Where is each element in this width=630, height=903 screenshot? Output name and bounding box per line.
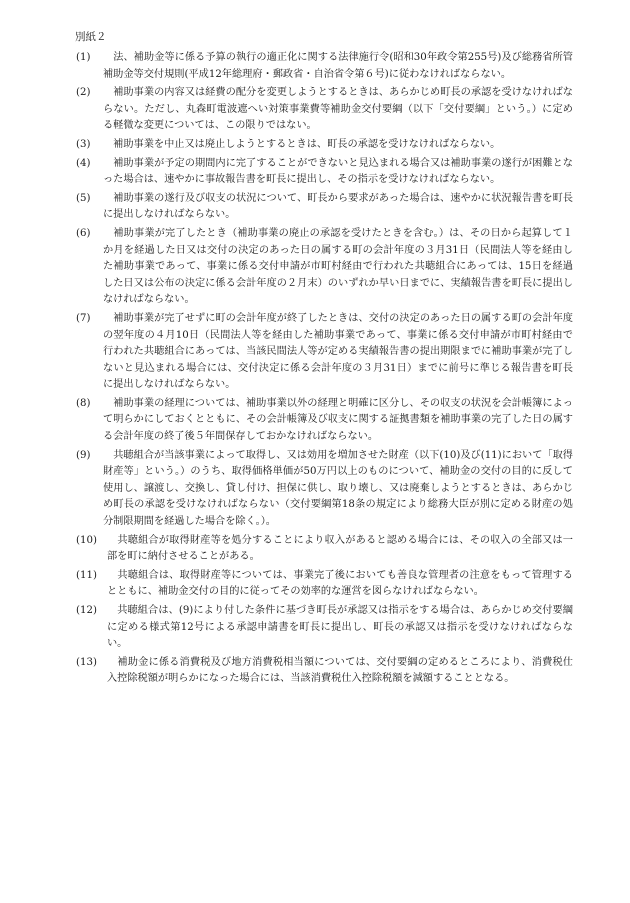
- clause-9: [76, 448, 573, 531]
- clause-number: (11): [76, 569, 97, 581]
- clause-text: 補助事業の遂行及び収支の状況について、町長から要求があった場合は、速やかに状況報告書を町長に提出しなければならない。: [103, 192, 573, 221]
- clause-text: 補助金に係る消費税及び地方消費税相当額については、交付要綱の定めるところにより、消費税仕入控除税額が明らかになった場合には、当該消費税仕入控除税額を減額することとなる。: [107, 656, 573, 685]
- clause-number: (3): [76, 138, 91, 150]
- clause-3: [76, 137, 573, 154]
- clause-12: [76, 603, 573, 653]
- clause-1: [76, 50, 573, 83]
- clause-text: 補助事業の内容又は経費の配分を変更しようとするときは、あらかじめ町長の承認を受けなければならない。ただし、丸森町電波遮へい対策事業費等補助金交付要綱（以下「交付要綱」という。）に定める軽微な変更については、この限りではない。: [103, 87, 573, 132]
- clause-text: 共聴組合は、取得財産等については、事業完了後においても善良な管理者の注意をもって管理するとともに、補助金交付の目的に従ってその効率的な運営を図らなければならない。: [107, 569, 573, 598]
- clause-number: (6): [76, 227, 91, 239]
- clause-number: (12): [76, 605, 97, 616]
- clause-text: 補助事業を中止又は廃止しようとするときは、町長の承認を受けなければならない。: [103, 138, 501, 150]
- clause-number: (10): [76, 534, 97, 546]
- clause-text: 共聴組合は、(9)により付した条件に基づき町長が承認又は指示をする場合は、あらかじめ交付要綱に定める様式第12号による承認申請書を町長に提出し、町長の承認又は指示を受けなければならない。: [107, 605, 573, 650]
- clause-number: (9): [76, 449, 91, 461]
- clause-number: (4): [76, 157, 91, 169]
- clause-10: [76, 533, 573, 566]
- clause-number: (2): [76, 87, 91, 99]
- clause-text: 補助事業が完了せずに町の会計年度が終了したときは、交付の決定のあった日の属する町の会計年度の翌年度の４月10日（民間法人等を経由した補助事業であって、事業に係る交付申請が市町村経由で行われた共聴組合にあっては、当該民間法人等が定める実績報告書の提出期限までに補助事業が完了しないと見込まれる場合には、交付決定に係る会計年度の３月31日）までに前号に準じる報告書を町長に提出しなければならない。: [103, 312, 573, 391]
- clause-number: (13): [76, 656, 97, 668]
- clause-number: (8): [76, 397, 91, 409]
- clause-number: (1): [76, 52, 91, 63]
- clause-text: 補助事業の経理については、補助事業以外の経理と明確に区分し、その収支の状況を会計帳簿によって明らかにしておくとともに、その会計帳簿及び収支に関する証拠書類を補助事業の完了した日の属する会計年度の終了後５年間保存しておかなければならない。: [103, 397, 573, 443]
- clause-text: 補助事業が予定の期間内に完了することができないと見込まれる場合又は補助事業の遂行が困難となった場合は、速やかに事故報告書を町長に提出し、その指示を受けなければならない。: [103, 157, 573, 186]
- attachment-heading: 別紙２: [75, 31, 107, 43]
- clause-11: [76, 568, 573, 601]
- clause-6: [76, 226, 573, 309]
- clause-text: 補助事業が完了したとき（補助事業の廃止の承認を受けたときを含む。）は、その日から起算して１か月を経過した日又は交付の決定のあった日の属する町の会計年度の３月31日（民間法人等を経由した補助事業であって、事業に係る交付申請が市町村経由で行われた共聴組合にあっては、15日を経過した日又は公布の決定に係る会計年度の２月末）のいずれか早い日までに、実績報告書を町長に提出しなければならない。: [103, 227, 573, 306]
- clause-7: [76, 311, 573, 394]
- clause-text: 共聴組合が取得財産等を処分することにより収入があると認める場合には、その収入の全部又は一部を町に納付させることがある。: [107, 534, 573, 563]
- clause-5: [76, 191, 573, 224]
- clause-text: 共聴組合が当該事業によって取得し、又は効用を増加させた財産（以下(10)及び(11)において「取得財産等」という。）のうち、取得価格単価が50万円以上のものについて、補助金の交付の目的に反して使用し、譲渡し、交換し、貸し付け、担保に供し、取り壊し、又は廃棄しようとするときは、あらかじめ町長の承認を受けなければならない（交付要綱第18条の規定により総務大臣が別に定める財産の処分制限期間を経過した場合を除く。）。: [103, 449, 573, 528]
- clause-8: [76, 396, 573, 446]
- clause-text: 法、補助金等に係る予算の執行の適正化に関する法律施行令(昭和30年政令第255号)及び総務省所管補助金等交付規則(平成12年総理府・郵政省・自治省令第６号)に従わなければならない。: [103, 52, 573, 80]
- clause-list: [76, 50, 573, 690]
- clause-number: (7): [76, 312, 91, 324]
- clause-2: [76, 85, 573, 135]
- clause-4: [76, 156, 573, 189]
- clause-13: [76, 655, 573, 688]
- clause-number: (5): [76, 192, 91, 204]
